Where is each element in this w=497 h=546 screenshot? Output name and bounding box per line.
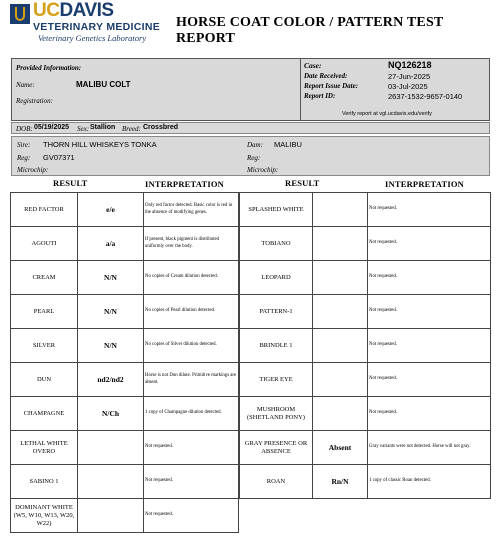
received-date: 27-Jun-2025 [388,72,431,81]
test-result: N/N [78,261,144,295]
result-row [11,397,239,431]
result-row [240,329,491,363]
test-result [313,363,368,397]
test-result: Absent [313,431,368,465]
test-interpretation: Not requested. [368,227,491,261]
registration-label: Registration: [16,97,53,105]
result-row [11,465,239,499]
horse-name: MALIBU COLT [76,80,131,89]
sex-label: Sex: [77,125,90,133]
test-name: LEOPARD [240,261,313,295]
test-interpretation: Only red factor detected. Basic color is red in the absence of modifying genes. [144,193,239,227]
right-interpretation-header: INTERPRETATION [385,179,464,189]
school-name: VETERINARY MEDICINE [33,21,161,33]
result-row [240,227,491,261]
test-name: BRINDLE 1 [240,329,313,363]
case-number: NQ126218 [388,60,432,70]
test-name: MUSHROOM (SHETLAND PONY) [240,397,313,431]
test-result [313,227,368,261]
received-label: Date Received: [304,72,348,80]
test-result [313,329,368,363]
result-row [11,295,239,329]
test-name: TOBIANO [240,227,313,261]
lab-name: Veterinary Genetics Laboratory [38,33,147,43]
result-row [240,465,491,499]
test-interpretation: Not requested. [368,261,491,295]
result-row [240,431,491,465]
test-name: TIGER EYE [240,363,313,397]
name-label: Name: [16,81,35,89]
dob-label: DOB: [16,125,33,133]
result-row [240,363,491,397]
result-row [11,363,239,397]
test-name: GRAY PRESENCE OR ABSENCE [240,431,313,465]
pedigree-panel [11,136,490,176]
left-interpretation-header: INTERPRETATION [145,179,224,189]
sire-reg-label: Reg: [17,154,31,162]
result-row [240,397,491,431]
breed-label: Breed: [122,125,141,133]
test-name: PATTERN-1 [240,295,313,329]
info-divider [300,59,301,121]
result-row [11,499,239,533]
test-result: N/N [78,295,144,329]
result-row [11,329,239,363]
test-result [78,465,144,499]
test-name: RED FACTOR [11,193,78,227]
report-title: HORSE COAT COLOR / PATTERN TEST REPORT [176,15,444,46]
dam-label: Dam: [247,141,263,149]
test-result: N/N [78,329,144,363]
test-interpretation: Not requested. [144,465,239,499]
result-row [11,227,239,261]
ucdavis-shield-icon [10,4,30,24]
case-label: Case: [304,61,322,70]
test-name: PEARL [11,295,78,329]
sire-label: Sire: [17,141,31,149]
test-result [78,499,144,533]
result-row [11,261,239,295]
sex-value: Stallion [90,124,116,131]
test-result: Rn/N [313,465,368,499]
result-row [240,295,491,329]
test-name: AGOUTI [11,227,78,261]
test-result: e/e [78,193,144,227]
provided-heading: Provided Information: [16,64,82,72]
test-interpretation: No copies of Cream dilution detected. [144,261,239,295]
test-result [313,397,368,431]
test-result: N/Ch [78,397,144,431]
test-interpretation: Horse is not Dun dilute. Primitive markings are absent. [144,363,239,397]
result-row [240,193,491,227]
test-result: nd2/nd2 [78,363,144,397]
test-interpretation: Not requested. [368,329,491,363]
test-name: LETHAL WHITE OVERO [11,431,78,465]
info-panel [11,58,490,121]
report-id-label: Report ID: [304,92,336,100]
dob-value: 05/19/2025 [34,124,70,131]
test-name: SABINO 1 [11,465,78,499]
test-interpretation: Not requested. [368,397,491,431]
animal-bar [11,122,490,134]
test-interpretation: Not requested. [368,295,491,329]
test-result [313,193,368,227]
test-result [313,261,368,295]
test-name: ROAN [240,465,313,499]
test-interpretation: 1 copy of classic Roan detected. [368,465,491,499]
right-result-header: RESULT [285,178,320,188]
test-interpretation: Not requested. [368,193,491,227]
issue-date: 03-Jul-2025 [388,82,428,91]
test-name: DUN [11,363,78,397]
result-row [11,193,239,227]
test-result [78,431,144,465]
dam-name: MALIBU [274,140,302,149]
test-name: SPLASHED WHITE [240,193,313,227]
test-interpretation: Gray variants were not detected. Horse will not gray. [368,431,491,465]
result-row [11,431,239,465]
right-results-table [239,192,491,499]
sire-reg: GV07371 [43,153,75,162]
left-result-header: RESULT [53,178,88,188]
test-interpretation: Not requested. [144,499,239,533]
sire-name: THORN HILL WHISKEYS TONKA [43,140,157,149]
test-interpretation: 1 copy of Champagne dilution detected. [144,397,239,431]
report-id: 2637-1532-9657-0140 [388,92,463,101]
test-interpretation: If present, black pigment is distributed uniformly over the body. [144,227,239,261]
dam-chip-label: Microchip: [247,166,279,174]
test-name: CHAMPAGNE [11,397,78,431]
test-name: SILVER [11,329,78,363]
test-interpretation: No copies of Pearl dilution detected. [144,295,239,329]
test-result: a/a [78,227,144,261]
dam-reg-label: Reg: [247,154,261,162]
test-name: DOMINANT WHITE (W5, W10, W13, W20, W22) [11,499,78,533]
test-result [313,295,368,329]
test-interpretation: No copies of Silver dilution detected. [144,329,239,363]
ucdavis-logo: UCDAVIS [33,0,114,21]
issue-label: Report Issue Date: [304,82,359,90]
test-name: CREAM [11,261,78,295]
sire-chip-label: Microchip: [17,166,49,174]
verify-link[interactable]: Verify report at vgl.ucdavis.edu/verify [342,111,432,117]
left-results-table [10,192,239,533]
result-row [240,261,491,295]
breed-value: Crossbred [143,124,179,131]
test-interpretation: Not requested. [144,431,239,465]
test-interpretation: Not requested. [368,363,491,397]
